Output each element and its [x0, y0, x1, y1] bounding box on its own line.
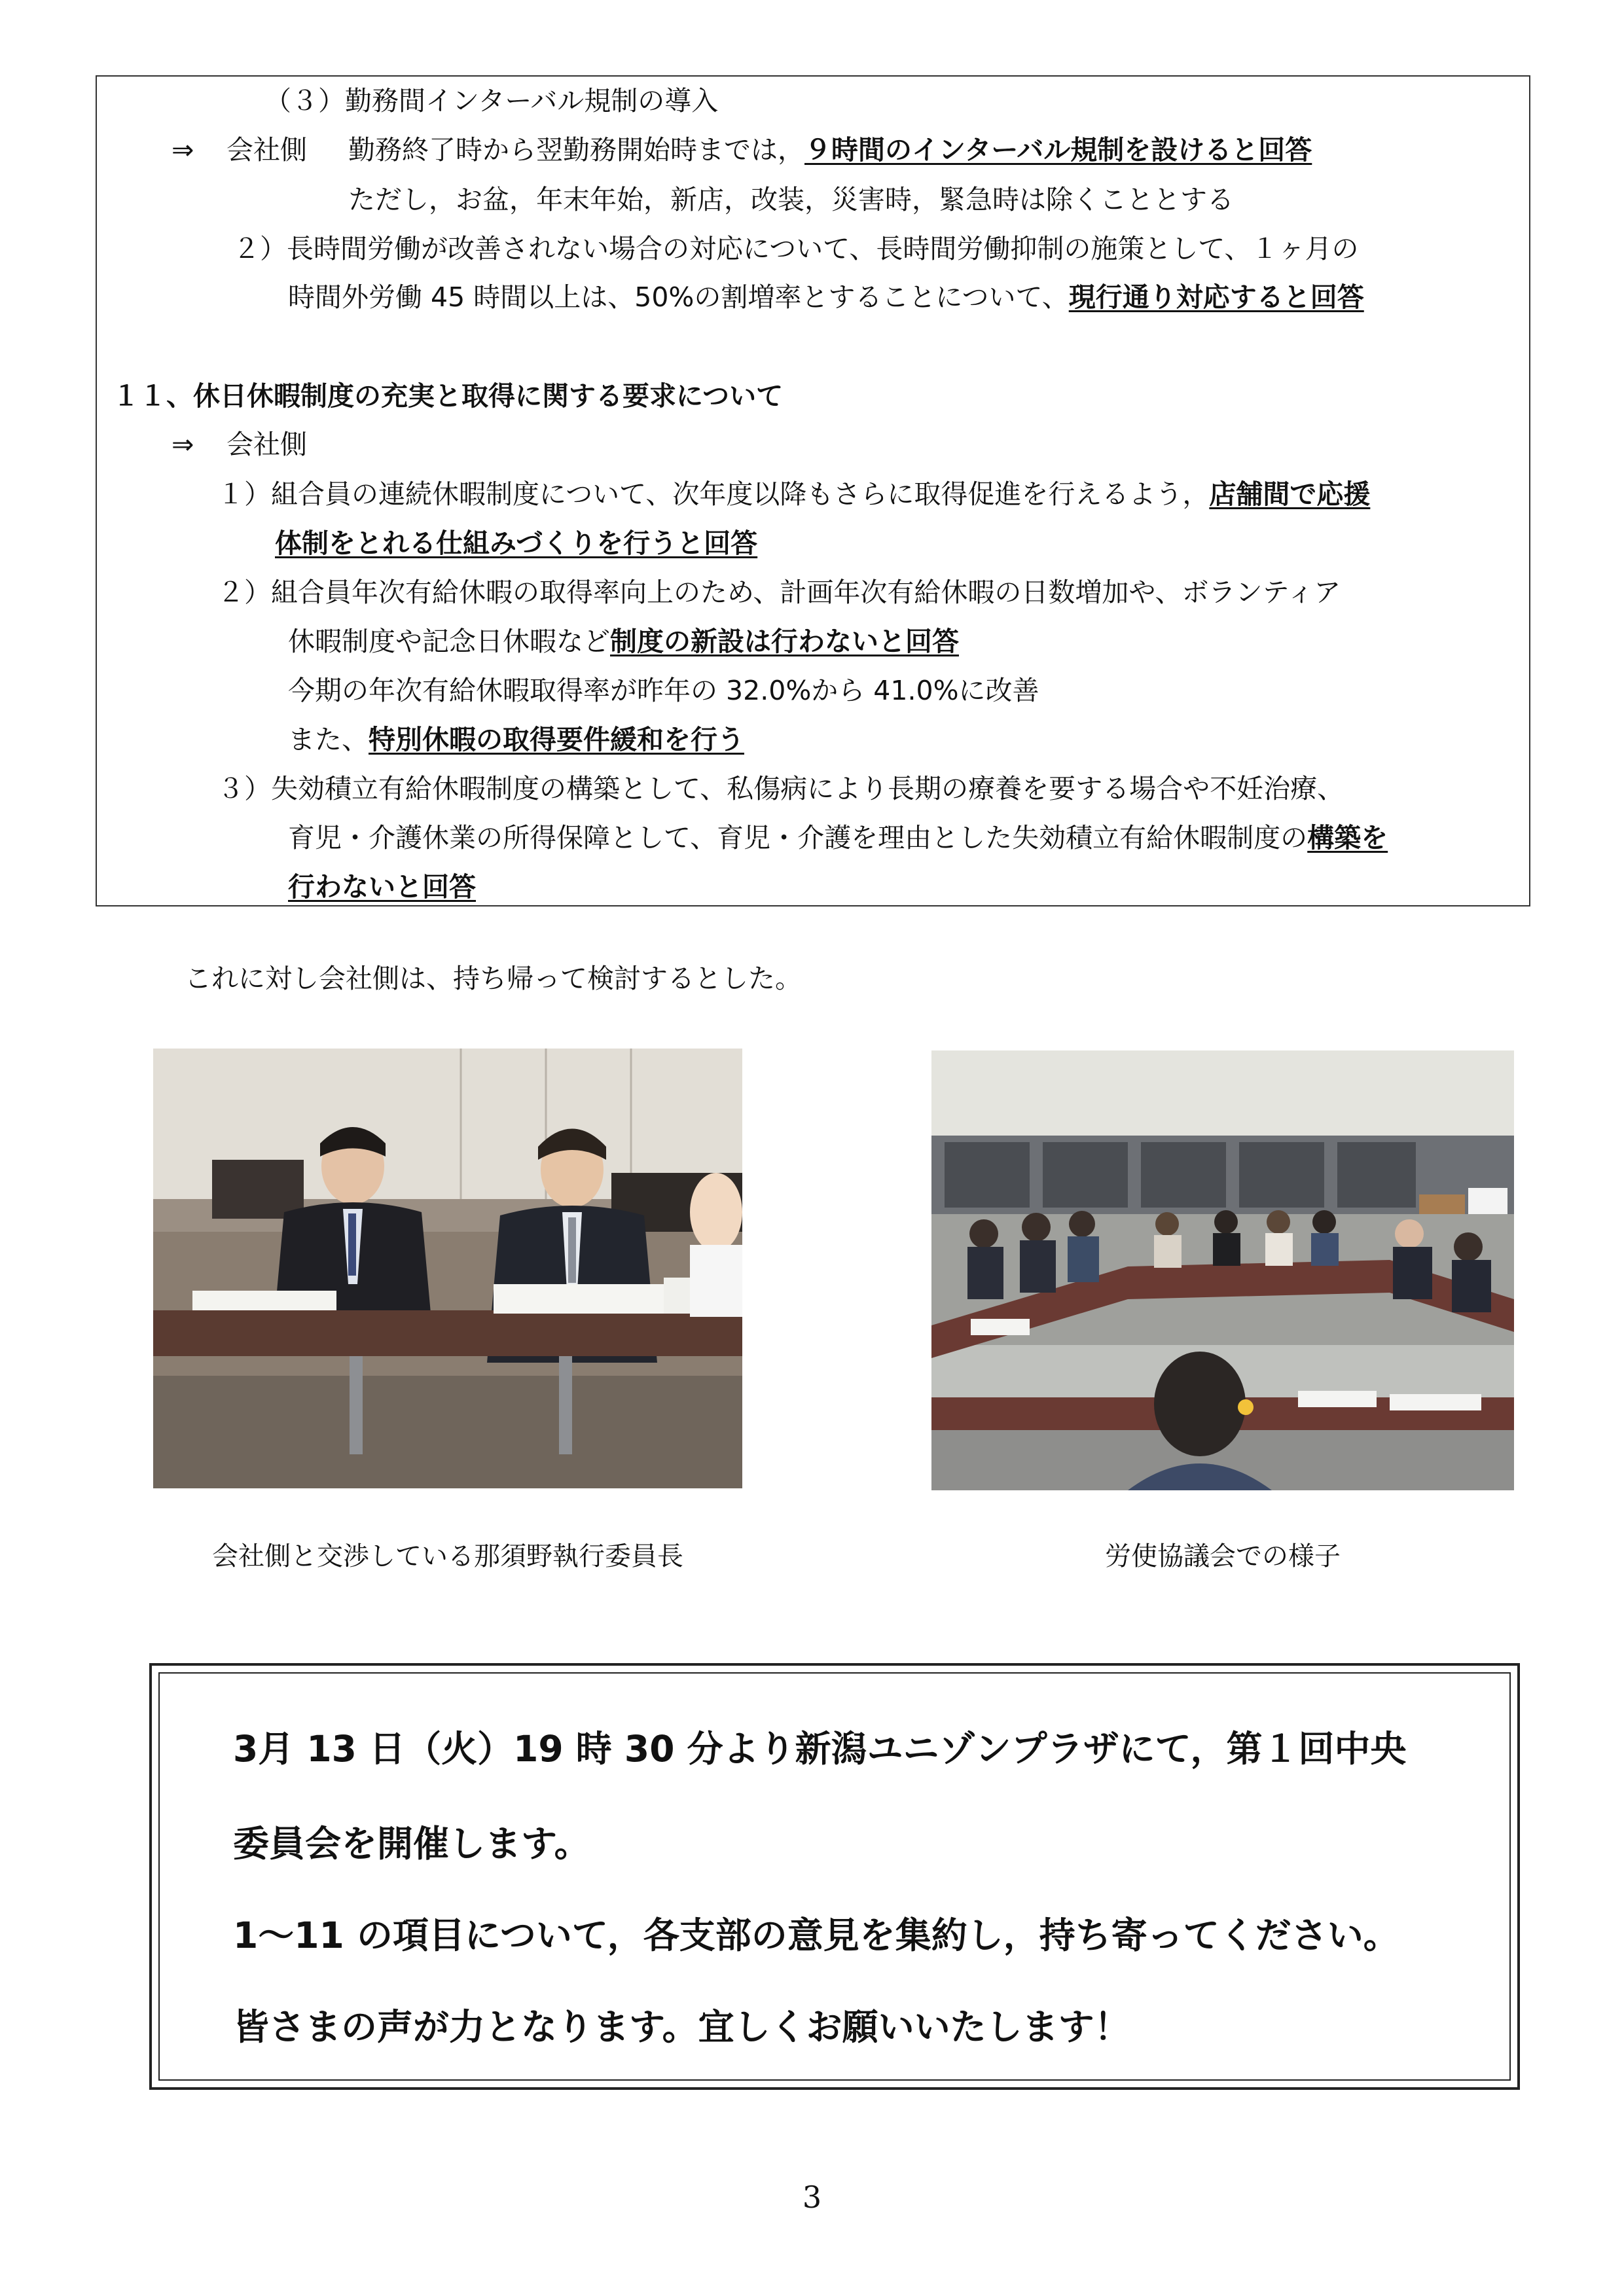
p1-emphasis-2: 体制をとれる仕組みづくりを行うと回答: [275, 528, 758, 559]
right-photo-caption: 労使協議会での様子: [1105, 1541, 1341, 1571]
item3-note: ただし，お盆，年末年始，新店，改装，災害時，緊急時は除くこととする: [348, 184, 1234, 215]
p3-text: 育児・介護休業の所得保障として、育児・介護を理由とした失効積立有給休暇制度の: [288, 822, 1308, 853]
item3-emphasis: ９時間のインターバル規制を設けると回答: [804, 134, 1312, 166]
item2-line2: [288, 281, 1364, 314]
p2-line1: ２）組合員年次有給休暇の取得率向上のため、計画年次有給休暇の日数増加や、ボランティア: [217, 577, 1341, 608]
notice-line2: 委員会を開催します。: [233, 1823, 590, 1865]
negotiation-photo: [153, 1049, 742, 1488]
meeting-photo: [931, 1050, 1514, 1490]
p1-line2: [275, 527, 757, 560]
item3-title: （３）勤務間インターバル規制の導入: [264, 85, 719, 117]
item2-line1: ２）長時間労働が改善されない場合の対応について、長時間労働抑制の施策として、１ヶ月の: [233, 233, 1359, 264]
p1-text: １）組合員の連続休暇制度について、次年度以降もさらに取得促進を行えるよう，: [217, 478, 1210, 510]
p3-line2: [288, 821, 1388, 854]
page-number: 3: [802, 2179, 822, 2215]
p2-line4: [288, 723, 744, 756]
p2-emphasis-2: 特別休暇の取得要件緩和を行う: [369, 724, 744, 755]
company-side-label: 会社側: [226, 134, 307, 166]
p3-line3: [288, 870, 476, 903]
item2-text: 時間外労働 45 時間以上は、50%の割増率とすることについて、: [288, 281, 1069, 313]
p3-emphasis-1: 構築を: [1307, 822, 1388, 853]
item3-answer: [348, 134, 1312, 166]
left-photo-caption: 会社側と交渉している那須野執行委員長: [212, 1541, 683, 1571]
company-side-label-2: 会社側: [226, 429, 307, 460]
notice-line1: 3月 13 日（火）19 時 30 分より新潟ユニゾンプラザにて，第１回中央: [233, 1728, 1407, 1770]
p1-line1: [217, 478, 1370, 511]
section11-heading: １１、休日休暇制度の充実と取得に関する要求について: [113, 380, 784, 412]
item2-emphasis: 現行通り対応すると回答: [1068, 281, 1364, 313]
p2-text: 休暇制度や記念日休暇など: [288, 626, 610, 657]
arrow-mark-2: ⇒: [171, 429, 194, 460]
p2-line3: 今期の年次有給休暇取得率が昨年の 32.0%から 41.0%に改善: [288, 675, 1039, 706]
p2-text-2: また、: [288, 724, 369, 755]
company-response-note: これに対し会社側は、持ち帰って検討するとした。: [185, 963, 802, 994]
p3-line1: ３）失効積立有給休暇制度の構築として、私傷病により長期の療養を要する場合や不妊治療、: [217, 773, 1344, 804]
p1-emphasis-1: 店舗間で応援: [1209, 478, 1371, 510]
arrow-mark: ⇒: [171, 134, 194, 166]
p2-line2: [288, 625, 959, 658]
notice-line3: 1～11 の項目について，各支部の意見を集約し，持ち寄ってください。: [233, 1914, 1399, 1956]
notice-line4: 皆さまの声が力となります。宜しくお願いいたします！: [233, 2006, 1130, 2048]
p2-emphasis: 制度の新設は行わないと回答: [610, 626, 959, 657]
p3-emphasis-2: 行わないと回答: [288, 871, 476, 903]
item3-text: 勤務終了時から翌勤務開始時までは，: [348, 134, 804, 166]
